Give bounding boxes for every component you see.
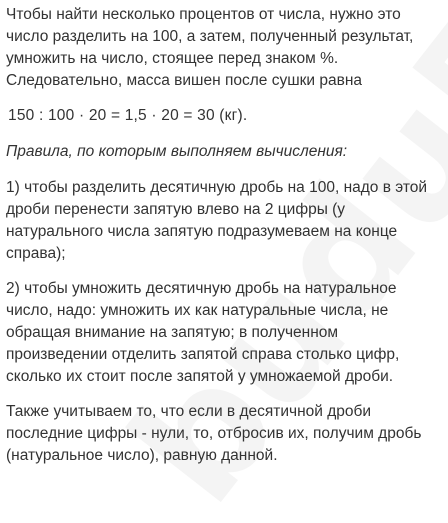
solution-text: [6, 4, 440, 467]
rule-2: 2) чтобы умножить десятичную дробь на натуральное число, надо: умножить их как натуральные числа, не обращая внимание на запятую; в полученном произведении отделить запятой справа столько цифр, сколько их стоит после запятой у умножаемой дроби.: [6, 280, 400, 385]
conclusion-paragraph: Также учитываем то, что если в десятичной дроби последние цифры - нули, то, отбросив их, получим дробь (натуральное число), равную данной.: [6, 403, 422, 464]
rule-1: 1) чтобы разделить десятичную дробь на 100, надо в этой дроби перенести запятую влево на 2 цифры (у натурального числа запятую подразумеваем на конце справа);: [6, 179, 428, 262]
intro-paragraph: Чтобы найти несколько процентов от числа, нужно это число разделить на 100, а затем, полученный результат, умножить на число, стоящее перед знаком %. Следовательно, масса вишен после сушки равна: [6, 6, 414, 89]
formula: 150 : 100 · 20 = 1,5 · 20 = 30 (кг).: [8, 107, 248, 124]
rules-title: Правила, по которым выполняем вычисления:: [6, 143, 348, 160]
